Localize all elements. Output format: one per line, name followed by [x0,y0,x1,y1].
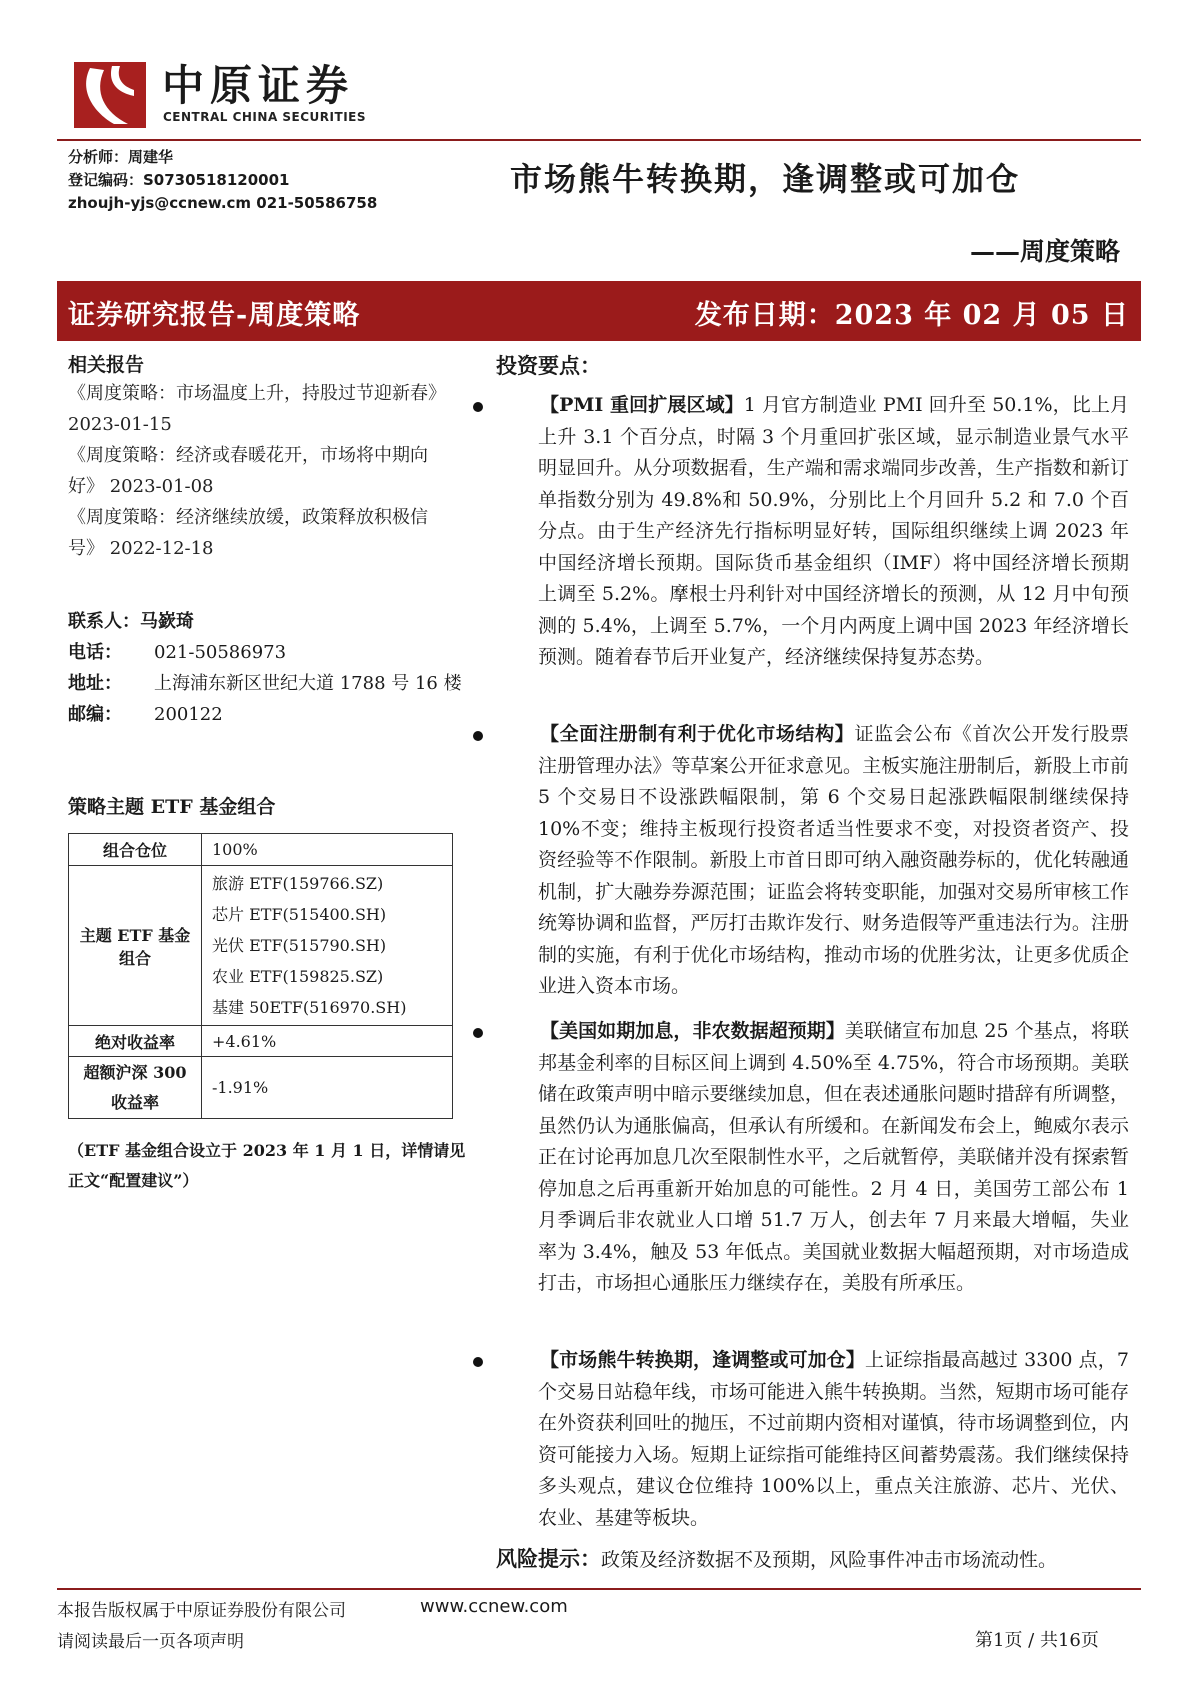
logo-chinese-name: 中原证券 [162,61,355,110]
related-report-item[interactable]: 《周度策略：市场温度上升，持股过节迎新春》 2023-01-15 [68,383,446,435]
fund-item: 芯片 ETF(515400.SH) [212,905,387,924]
zip-value: 200122 [154,704,223,725]
address-value: 上海浦东新区世纪大道 1788 号 16 楼 [154,673,462,694]
fund-item: 光伏 ETF(515790.SH) [212,936,387,955]
risk-label: 风险提示： [496,1546,601,1571]
fund-item: 农业 ETF(159825.SZ) [212,967,384,986]
theme-label: 主题 ETF 基金组合 [69,866,202,1026]
footer-disclaimer: 请阅读最后一页各项声明 [57,1632,244,1652]
page-number: 第1页 / 共16页 [975,1630,1099,1651]
related-reports-list [68,378,463,564]
report-type: 证券研究报告-周度策略 [68,300,361,331]
report-title: 市场熊牛转换期，逢调整或可加仓 [510,160,1021,198]
bullet-registration [493,719,1129,1003]
footer-url-link[interactable]: www.ccnew.com [420,1596,568,1617]
key-points-heading: 投资要点： [496,353,601,378]
absolute-return-label: 绝对收益率 [69,1026,202,1057]
contact-person: 联系人：马嶔琦 [68,611,194,632]
report-subtitle: ——周度策略 [970,237,1121,266]
etf-portfolio-heading: 策略主题 ETF 基金组合 [68,796,276,818]
bullet-body: 美联储宣布加息 25 个基点，将联邦基金利率的目标区间上调到 4.50%至 4.75%，符合市场预期。美联储在政策声明中暗示要继续加息，但在表述通胀问题时措辞有所调整，虽然仍认为通胀偏高，但承认有所缓和。在新闻发布会上，鲍威尔表示正在讨论再加息几次至限制性水平，之后就暂停，美联储并没有探索暂停加息之后再重新开始加息的可能性。2 月 4 日，美国劳工部公布 1 月季调后非农就业人口增 51.7 万人，创去年 7 月来最大增幅，失业率为 3.4%，触及 53 年低点。美国就业数据大幅超预期，对市场造成打击，市场担心通胀压力继续存在，美股有所承压。 [538,1020,1129,1294]
logo-english-name: CENTRAL CHINA SECURITIES [163,110,366,124]
position-label: 组合仓位 [69,834,202,866]
related-reports-heading: 相关报告 [68,354,145,376]
bottom-divider [57,1588,1141,1590]
analyst-reg: 登记编码：S0730518120001 [68,171,290,189]
zip-label: 邮编： [68,704,122,725]
analyst-info [68,146,377,215]
bullet-dot-icon [473,1357,483,1367]
bullet-title: 【市场熊牛转换期，逢调整或可加仓】 [540,1349,866,1371]
bullet-pmi [493,390,1129,674]
bullet-body: 上证综指最高越过 3300 点，7 个交易日站稳年线，市场可能进入熊牛转换期。当然，短期市场可能存在外资获利回吐的抛压，不过前期内资相对谨慎，待市场调整到位，内资可能接力入场。短期上证综指可能维持区间蓄势震荡。我们继续保持多头观点，建议仓位维持 100%以上，重点关注旅游、芯片、光伏、农业、基建等板块。 [538,1349,1129,1529]
publish-date: 发布日期：2023 年 02 月 05 日 [694,300,1129,331]
analyst-contact: zhoujh-yjs@ccnew.cm 021-50586758 [68,194,378,212]
excess-return-label: 超额沪深 300 收益率 [69,1057,202,1119]
bullet-body: 证监会公布《首次公开发行股票注册管理办法》等草案公开征求意见。主板实施注册制后，新股上市前 5 个交易日不设涨跌幅限制，第 6 个交易日起涨跌幅限制继续保持 10%不变；维持主板现行投资者适当性要求不变，对投资者资产、投资经验等不作限制。新股上市首日即可纳入融资融券标的，优化转融通机制，扩大融券券源范围；证监会将转变职能，加强对交易所审核工作统筹协调和监督，严厉打击欺诈发行、财务造假等严重违法行为。注册制的实施，有利于优化市场结构，推动市场的优胜劣汰，让更多优质企业进入资本市场。 [538,723,1129,997]
related-report-item[interactable]: 《周度策略：经济或春暖花开，市场将中期向好》 2023-01-08 [68,445,428,497]
bullet-fed [493,1016,1129,1300]
bullet-dot-icon [473,731,483,741]
fund-list [202,866,453,1026]
analyst-name: 分析师：周建华 [68,148,174,166]
etf-portfolio-table [68,833,453,1119]
absolute-return-value: +4.61% [202,1026,453,1057]
bullet-title: 【美国如期加息，非农数据超预期】 [540,1020,845,1042]
company-logo-icon [74,62,146,128]
position-value: 100% [202,834,453,866]
phone-label: 电话： [68,642,122,663]
etf-note: （ETF 基金组合设立于 2023 年 1 月 1 日，详情请见正文“配置建议”） [68,1141,466,1190]
contact-block [68,606,462,730]
bullet-dot-icon [473,1028,483,1038]
footer-left [57,1596,346,1658]
risk-warning [496,1543,1057,1573]
fund-item: 基建 50ETF(516970.SH) [212,998,407,1017]
address-label: 地址： [68,673,122,694]
bullet-title: 【全面注册制有利于优化市场结构】 [540,723,855,745]
bullet-title: 【PMI 重回扩展区域】 [540,394,744,416]
footer-copyright: 本报告版权属于中原证券股份有限公司 [57,1601,346,1621]
bullet-dot-icon [473,402,483,412]
bullet-market [493,1345,1129,1534]
excess-return-value: -1.91% [202,1057,453,1119]
related-report-item[interactable]: 《周度策略：经济继续放缓，政策释放积极信号》 2022-12-18 [68,507,428,559]
bullet-body: 1 月官方制造业 PMI 回升至 50.1%，比上月上升 3.1 个百分点，时隔 3 个月重回扩张区域，显示制造业景气水平明显回升。从分项数据看，生产端和需求端同步改善，生产指数和新订单指数分别为 49.8%和 50.9%，分别比上个月回升 5.2 和 7.0 个百分点。由于生产经济先行指标明显好转，国际组织继续上调 2023 年中国经济增长预期。国际货币基金组织（IMF）将中国经济增长预期上调至 5.2%。摩根士丹利针对中国经济增长的预测，从 12 月中旬预测的 5.4%，上调至 5.7%，一个月内两度上调中国 2023 年经济增长预测。随着春节后开业复产，经济继续保持复苏态势。 [538,394,1129,668]
phone-value: 021-50586973 [154,642,287,663]
risk-text: 政策及经济数据不及预期，风险事件冲击市场流动性。 [601,1549,1058,1571]
top-divider [57,139,1141,141]
fund-item: 旅游 ETF(159766.SZ) [212,874,384,893]
